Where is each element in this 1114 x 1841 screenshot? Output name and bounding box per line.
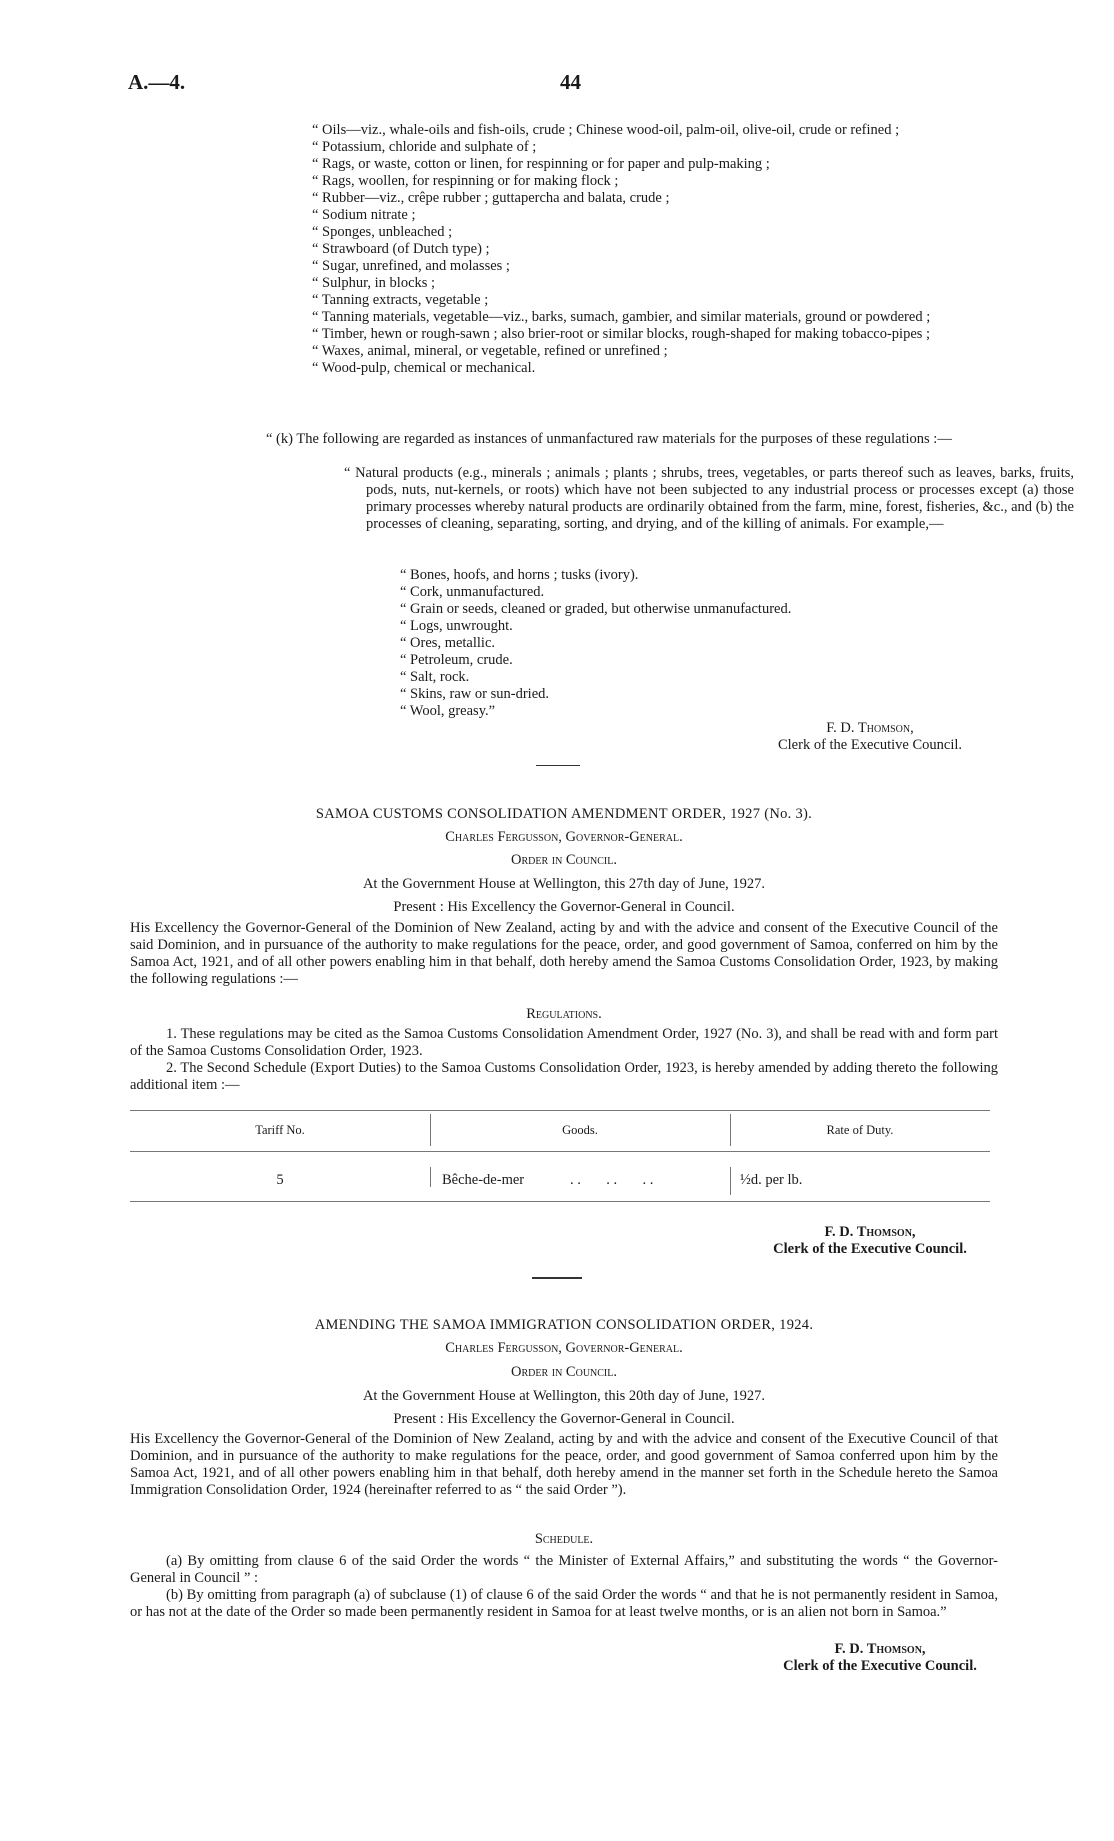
signatory-title: Clerk of the Executive Council.	[777, 737, 963, 753]
list-item: “ Wood-pulp, chemical or mechanical.	[312, 360, 536, 376]
order-title: AMENDING THE SAMOA IMMIGRATION CONSOLIDATION ORDER, 1924.	[314, 1317, 814, 1333]
list-item: “ Potassium, chloride and sulphate of ;	[312, 139, 537, 155]
signatory-name: F. D. Thomson,	[824, 1224, 916, 1240]
header-rate: Rate of Duty.	[826, 1123, 894, 1137]
table-rule	[130, 1151, 990, 1152]
signatory-title: Clerk of the Executive Council.	[773, 1241, 967, 1257]
list-item: “ Rubber—viz., crêpe rubber ; guttapercha and balata, crude ;	[312, 190, 670, 206]
list-item: “ Sodium nitrate ;	[312, 207, 416, 223]
list-item: “ Tanning extracts, vegetable ;	[312, 292, 489, 308]
materials-list	[312, 122, 1032, 377]
order-in-council: Order in Council.	[510, 852, 617, 868]
list-item: “ Tanning materials, vegetable—viz., barks, sumach, gambier, and similar materials, ground or powdered ;	[312, 309, 931, 325]
signature-block	[720, 1224, 1020, 1258]
list-item: “ Ores, metallic.	[400, 635, 496, 651]
signatory-name: F. D. Thomson,	[834, 1641, 926, 1657]
column-divider	[730, 1167, 731, 1195]
document-reference: A.—4.	[128, 70, 186, 94]
table-rule	[130, 1201, 990, 1202]
schedule-item-a: (a) By omitting from clause 6 of the said Order the words “ the Minister of External Affairs,” and substituting the words “ the Governor-General in Council ” :	[130, 1553, 998, 1586]
list-item: “ Cork, unmanufactured.	[400, 584, 545, 600]
list-item: “ Bones, hoofs, and horns ; tusks (ivory).	[400, 567, 639, 583]
list-item: “ Skins, raw or sun-dried.	[400, 686, 550, 702]
list-item: “ Grain or seeds, cleaned or graded, but otherwise unmanufactured.	[400, 601, 792, 617]
list-item: “ Rags, woollen, for respinning or for making flock ;	[312, 173, 619, 189]
signatory-name: F. D. Thomson,	[826, 720, 914, 736]
list-item: “ Strawboard (of Dutch type) ;	[312, 241, 490, 257]
section-divider	[532, 1277, 582, 1279]
list-item: “ Logs, unwrought.	[400, 618, 513, 634]
paragraph-k: “ (k) The following are regarded as instances of unmanfactured raw materials for the purposes of these regulations :—	[266, 431, 952, 447]
regulations-heading: Regulations.	[526, 1006, 602, 1022]
column-divider	[430, 1167, 431, 1187]
signature-block	[720, 720, 1020, 754]
cell-rate: ½d. per lb.	[740, 1172, 803, 1188]
signature-block	[730, 1641, 1030, 1675]
list-item: “ Rags, or waste, cotton or linen, for respinning or for paper and pulp-making ;	[312, 156, 770, 172]
signatory-title: Clerk of the Executive Council.	[783, 1658, 977, 1674]
list-item: “ Oils—viz., whale-oils and fish-oils, crude ; Chinese wood-oil, palm-oil, olive-oil, crude or refined ;	[312, 122, 900, 138]
header-tariff-no: Tariff No.	[255, 1123, 305, 1137]
list-item: “ Salt, rock.	[400, 669, 470, 685]
regulation-1: 1. These regulations may be cited as the Samoa Customs Consolidation Amendment Order, 1927 (No. 3), and shall be read with and form part of the Samoa Customs Consolidation Order, 1923.	[130, 1026, 998, 1059]
page-number: 44	[560, 70, 581, 94]
governor-line: Charles Fergusson, Governor-General.	[445, 1340, 683, 1356]
examples-list	[400, 567, 1000, 720]
schedule-item-b: (b) By omitting from paragraph (a) of subclause (1) of clause 6 of the said Order the words “ and that he is not permanently resident in Samoa, or has not at the date of the Order so made been permanently resident in Samoa for at least twelve months, or is an alien not born in Samoa.”	[130, 1587, 998, 1620]
table-rule	[130, 1110, 990, 1111]
present-line: Present : His Excellency the Governor-General in Council.	[393, 899, 735, 915]
export-duty-table	[130, 1110, 990, 1210]
list-item: “ Sponges, unbleached ;	[312, 224, 453, 240]
cell-goods: Bêche-de-mer	[442, 1172, 525, 1188]
governor-line: Charles Fergusson, Governor-General.	[445, 829, 683, 845]
header-goods: Goods.	[562, 1123, 598, 1137]
present-line: Present : His Excellency the Governor-General in Council.	[393, 1411, 735, 1427]
order-in-council: Order in Council.	[510, 1364, 617, 1380]
regulation-2: 2. The Second Schedule (Export Duties) to the Samoa Customs Consolidation Order, 1923, is hereby amended by adding thereto the following additional item :—	[130, 1060, 998, 1093]
natural-products-paragraph: “ Natural products (e.g., minerals ; animals ; plants ; shrubs, trees, vegetables, or parts thereof such as leaves, barks, fruits, pods, nuts, nut-kernels, or roots) which have not been subjected to any industrial process or processes except (a) those primary processes whereby natural products are ordinarily obtained from the farm, mine, forest, fisheries, &c., and (b) the processes of cleaning, separating, sorting, and drying, and of the killing of animals. For example,—	[344, 465, 1074, 532]
list-item: “ Sulphur, in blocks ;	[312, 275, 436, 291]
place-date: At the Government House at Wellington, this 27th day of June, 1927.	[362, 876, 766, 892]
order-preamble: His Excellency the Governor-General of the Dominion of New Zealand, acting by and with the advice and consent of the Executive Council of the said Dominion, and in pursuance of the authority to make regulations for the peace, order, and good government of Samoa, conferred on him by the Samoa Act, 1921, and of all other powers enabling him in that behalf, doth hereby amend the Samoa Customs Consolidation Order, 1923, by making the following regulations :—	[130, 920, 998, 987]
order-title: SAMOA CUSTOMS CONSOLIDATION AMENDMENT ORDER, 1927 (No. 3).	[315, 806, 813, 822]
leader-dots: . . . . . .	[570, 1172, 654, 1188]
list-item: “ Petroleum, crude.	[400, 652, 513, 668]
place-date: At the Government House at Wellington, this 20th day of June, 1927.	[362, 1388, 766, 1404]
cell-tariff-no: 5	[276, 1172, 284, 1188]
section-divider	[536, 765, 580, 766]
list-item: “ Wool, greasy.”	[400, 703, 496, 719]
list-item: “ Timber, hewn or rough-sawn ; also brier-root or similar blocks, rough-shaped for making tobacco-pipes ;	[312, 326, 931, 342]
list-item: “ Sugar, unrefined, and molasses ;	[312, 258, 510, 274]
schedule-heading: Schedule.	[534, 1531, 594, 1547]
order-preamble: His Excellency the Governor-General of the Dominion of New Zealand, acting by and with the advice and consent of the Executive Council of that Dominion, and in pursuance of the authority to make regulations for the peace, order, and good government of Samoa conferred upon him by the Samoa Act, 1921, and of all other powers enabling him in that behalf, doth hereby amend in the manner set forth in the Schedule hereto the Samoa Immigration Consolidation Order, 1924 (hereinafter referred to as “ the said Order ”).	[130, 1431, 998, 1498]
list-item: “ Waxes, animal, mineral, or vegetable, refined or unrefined ;	[312, 343, 668, 359]
